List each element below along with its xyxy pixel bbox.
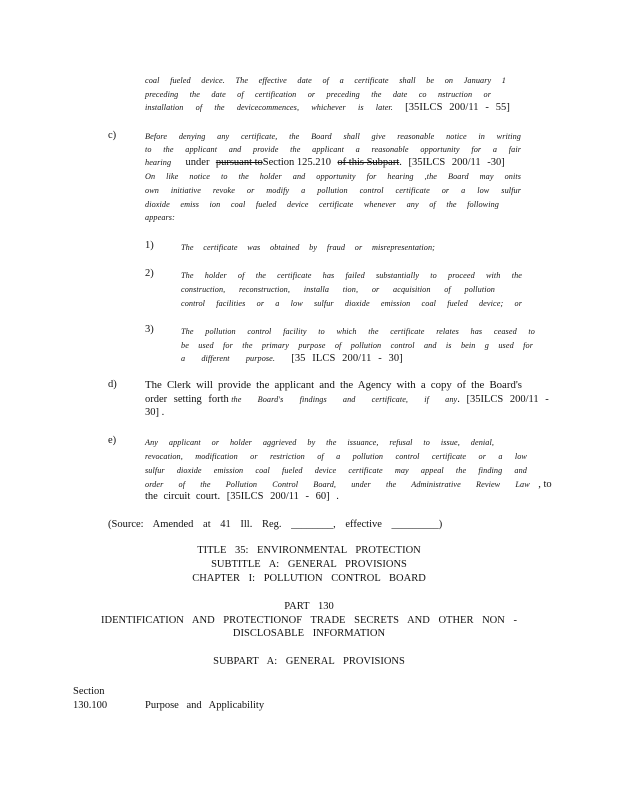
item-1-label: 1) xyxy=(145,240,154,251)
para-c-label: c) xyxy=(108,130,117,141)
part-title-line-2: DISCLOSABLE INFORMATION xyxy=(232,628,386,639)
para-d-findings-text: the Board's findings and certificate, if any xyxy=(231,395,458,404)
item-3-line-2: be used for the primary purpose of pollution control and is bein g used for xyxy=(181,341,533,350)
toc-section-title: Purpose and Applicability xyxy=(145,700,265,711)
para-b-citation: [35ILCS 200/11 - 55] xyxy=(405,102,511,113)
title-heading: TITLE 35: ENVIRONMENTAL PROTECTION xyxy=(197,545,421,556)
para-c-line-3 xyxy=(145,156,505,170)
para-c-line-6: dioxide emiss ion coal fueled device certificate whenever any of the following xyxy=(145,200,499,209)
toc-section-number: 130.100 xyxy=(73,700,108,711)
para-c-line-1: Before denying any certificate, the Board shall give reasonable notice in writing xyxy=(145,132,521,141)
para-d-line-1: The Clerk will provide the applicant and the Agency with a copy of the Board's xyxy=(145,379,522,391)
para-e-circuit-court: the circuit court xyxy=(145,491,218,502)
para-e-line-1: Any applicant or holder aggrieved by the issuance, refusal to issue, denial, xyxy=(145,438,494,447)
source-note: (Source: Amended at 41 Ill. Reg. ________, effective _________) xyxy=(108,519,443,530)
para-d-citation: . [35ILCS 200/11 - xyxy=(457,394,549,405)
para-b-line-3-text: installation of the devicecommences, whichever is later. xyxy=(145,103,393,112)
para-c-pursuant-struck: pursuant to xyxy=(215,157,263,168)
para-c-line-7: appears: xyxy=(145,213,175,222)
para-d-line-3: 30] . xyxy=(145,407,165,418)
subpart-heading: SUBPART A: GENERAL PROVISIONS xyxy=(213,656,405,667)
para-b-line-1: coal fueled device. The effective date of a certificate shall be on January 1 xyxy=(145,76,506,85)
para-e-line-5 xyxy=(145,490,339,504)
para-c-hearing: hearing xyxy=(145,158,172,167)
para-e-label: e) xyxy=(108,435,117,446)
toc-section-label: Section xyxy=(73,686,105,697)
part-heading: PART 130 xyxy=(284,601,334,612)
para-e-citation: . [35ILCS 200/11 - 60] . xyxy=(217,491,339,502)
para-b-line-3 xyxy=(145,101,510,114)
item-2-line-2: construction, reconstruction, installa tion, or acquisition of pollution xyxy=(181,285,495,294)
para-c-citation: . [35ILCS 200/11 -30] xyxy=(399,157,505,168)
item-3-citation: [35 ILCS 200/11 - 30] xyxy=(291,353,403,364)
para-e-line-4-end: , to xyxy=(538,479,552,490)
item-2-line-3: control facilities or a low sulfur dioxide emission coal fueled device; or xyxy=(181,299,522,308)
para-e-line-3: sulfur dioxide emission coal fueled device certificate may appeal the finding and xyxy=(145,466,527,475)
item-2-line-1: The holder of the certificate has failed substantially to proceed with the xyxy=(181,271,522,280)
part-title-line-1: IDENTIFICATION AND PROTECTIONOF TRADE SECRETS AND OTHER NON - xyxy=(101,615,517,626)
item-3-label: 3) xyxy=(145,324,154,335)
para-c-subpart-struck: of this Subpart xyxy=(337,157,400,168)
para-e-line-4-text: order of the Pollution Control Board, under the Administrative Review Law xyxy=(145,480,530,489)
para-c-line-5: own initiative revoke or modify a pollution control certificate or a low sulfur xyxy=(145,186,521,195)
item-3-line-1: The pollution control facility to which the certificate relates has ceased to xyxy=(181,327,535,336)
para-d-label: d) xyxy=(108,379,117,390)
item-1-line-1: The certificate was obtained by fraud or misrepresentation; xyxy=(181,243,435,252)
item-2-label: 2) xyxy=(145,268,154,279)
chapter-heading: CHAPTER I: POLLUTION CONTROL BOARD xyxy=(192,573,426,584)
para-d-line-2 xyxy=(145,393,549,407)
item-3-line-3 xyxy=(181,352,403,365)
subtitle-heading: SUBTITLE A: GENERAL PROVISIONS xyxy=(211,559,407,570)
para-e-line-2: revocation, modification or restriction of a pollution control certificate or a low xyxy=(145,452,527,461)
para-c-section-ref: Section 125.210 xyxy=(262,157,332,168)
para-d-order-text: order setting forth xyxy=(145,394,229,405)
para-c-line-2: to the applicant and provide the applicant a reasonable opportunity for a fair xyxy=(145,145,521,154)
para-c-line-4: On like notice to the holder and opportunity for hearing ,the Board may onits xyxy=(145,172,521,181)
para-b-line-2: preceding the date of certification or preceding the date co nstruction or xyxy=(145,90,491,99)
item-3-line-3-text: a different purpose. xyxy=(181,354,276,363)
para-c-under: under xyxy=(185,157,210,168)
